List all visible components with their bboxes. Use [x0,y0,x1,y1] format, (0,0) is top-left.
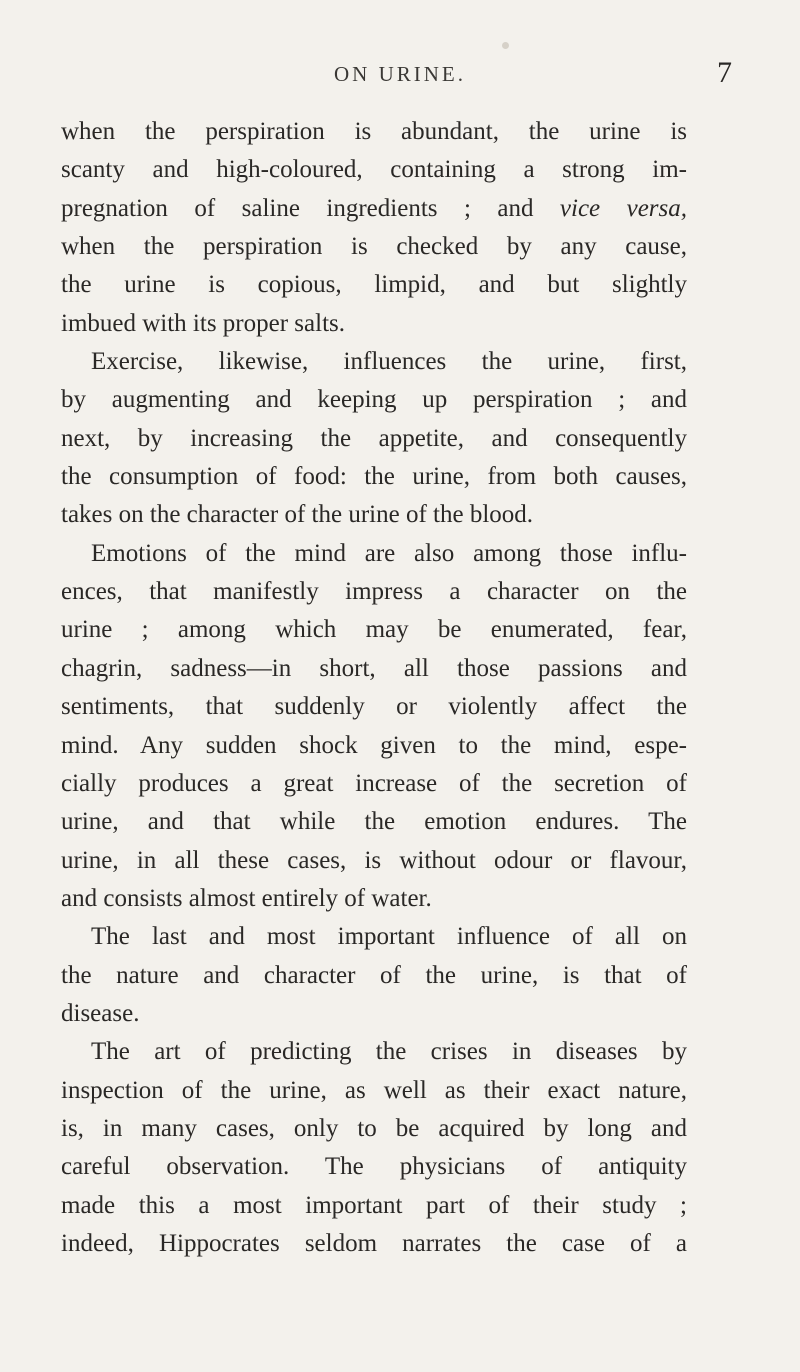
text-line-21: and consists almost entirely of water. [61,884,432,912]
text-line-18: cially produces a great increase of the secretion of [61,769,687,797]
text-line-7: Exercise, likewise, influences the urine, first, [91,348,687,376]
text-line-20: urine, in all these cases, is without odour or flavour, [61,846,687,874]
text-line-15: chagrin, sadness—in short, all those passions and [61,654,687,682]
body-text [61,113,687,1263]
text-line-6: imbued with its proper salts. [61,309,345,337]
text-line-25: The art of predicting the crises in diseases by [91,1038,687,1066]
page-number: 7 [717,56,732,89]
text-line-22: The last and most important influence of all on [91,923,687,951]
text-line-10: the consumption of food: the urine, from both causes, [61,463,687,491]
text-line-19: urine, and that while the emotion endures. The [61,808,687,836]
text-line-11: takes on the character of the urine of the blood. [61,501,534,529]
text-line-12: Emotions of the mind are also among those influ- [91,539,687,567]
text-line-9: next, by increasing the appetite, and consequently [61,424,687,452]
text-line-5: the urine is copious, limpid, and but slightly [61,271,687,299]
running-title: ON URINE. [334,62,466,86]
text-line-28: careful observation. The physicians of antiquity [61,1153,687,1181]
text-line-17: mind. Any sudden shock given to the mind, espe- [61,731,687,759]
text-line-30: indeed, Hippocrates seldom narrates the case of a [61,1229,687,1257]
text-line-16: sentiments, that suddenly or violently affect the [61,693,687,721]
text-line-23: the nature and character of the urine, is that of [61,961,687,989]
ink-blot [502,42,509,49]
text-line-2: scanty and high-coloured, containing a strong im- [61,156,687,184]
text-line-13: ences, that manifestly impress a character on the [61,578,687,606]
text-line-14: urine ; among which may be enumerated, fear, [61,616,687,644]
italic-phrase: vice versa, [559,194,687,222]
text-line-3 [61,190,687,228]
text-line-26: inspection of the urine, as well as their exact nature, [61,1076,687,1104]
text-line-4: when the perspiration is checked by any cause, [61,233,687,261]
text-line-3-roman: pregnation of saline ingredients ; and [61,194,534,222]
text-line-1: when the perspiration is abundant, the urine is [61,118,687,145]
text-line-24: disease. [61,999,140,1027]
text-line-27: is, in many cases, only to be acquired by long and [61,1114,687,1142]
text-line-29: made this a most important part of their study ; [61,1191,687,1219]
running-head [60,56,740,94]
text-line-8: by augmenting and keeping up perspiration ; and [61,386,687,414]
